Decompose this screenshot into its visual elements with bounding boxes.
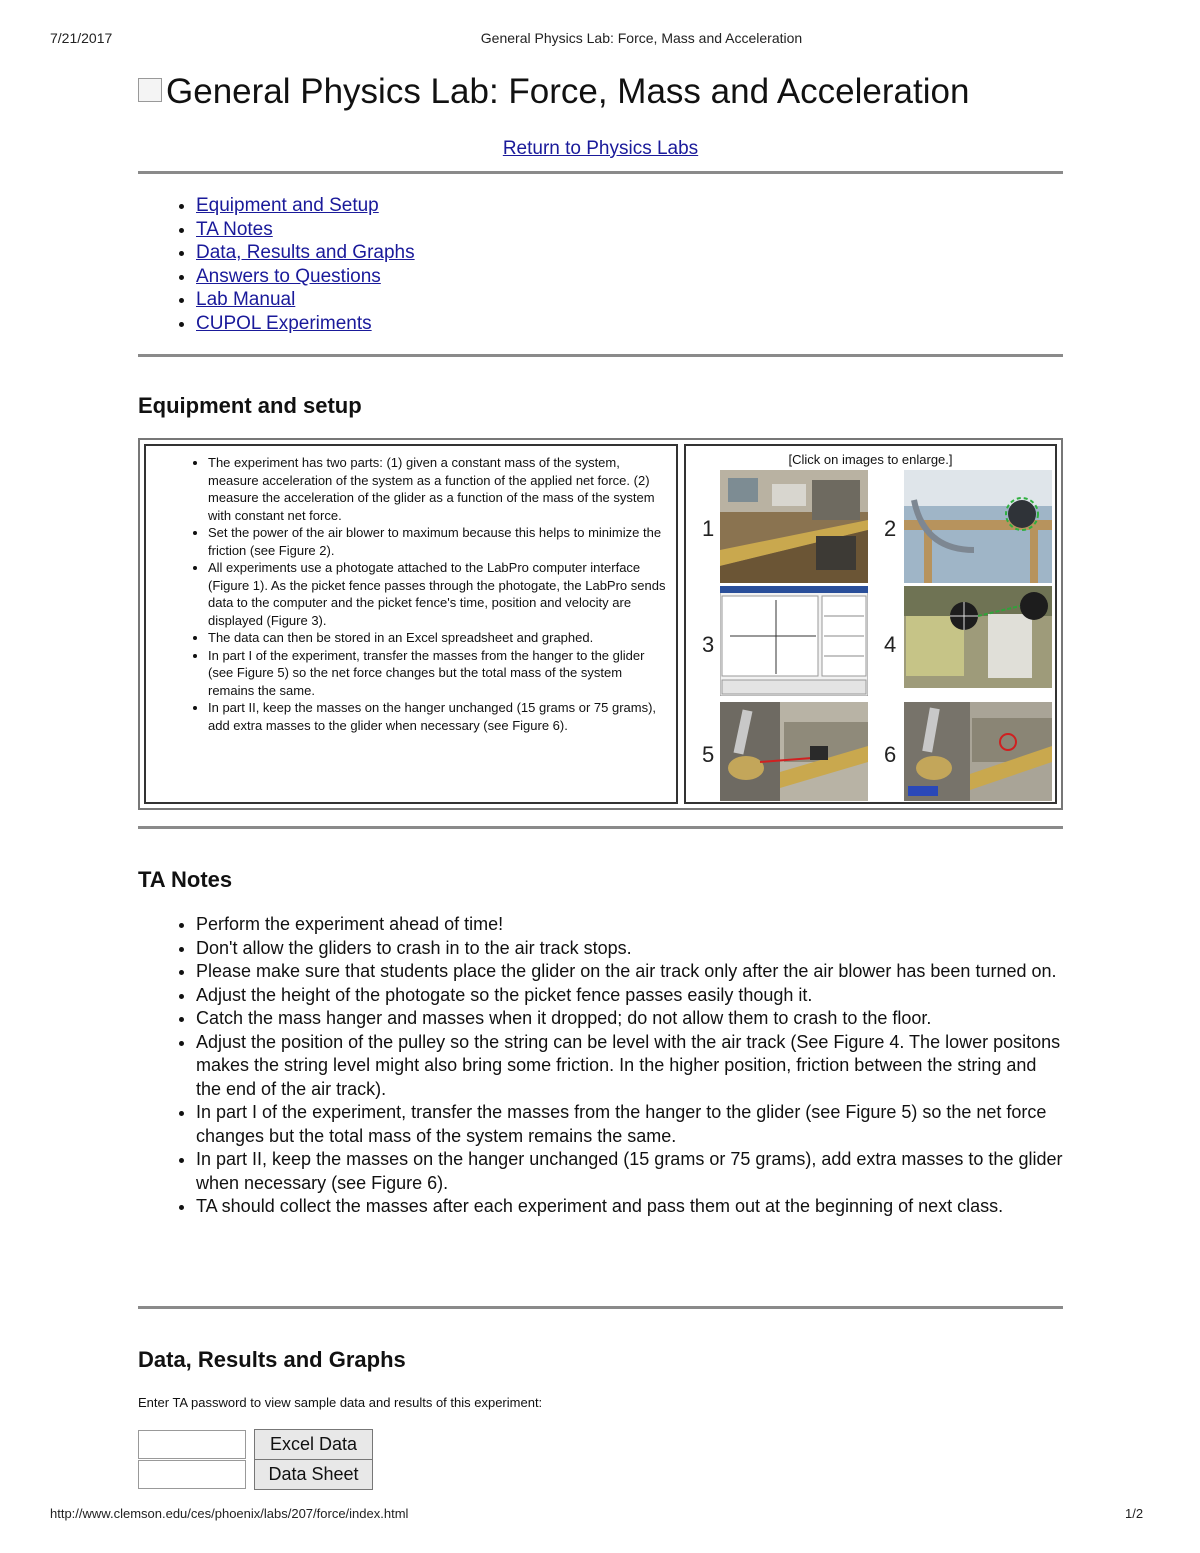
- figure-2-air-blower-photo[interactable]: [904, 470, 1052, 583]
- ta-note-item: • In part I of the experiment, transfer the masses from the hanger to the glider (see Figure 5) so the net force changes but the total mass of the system remains the same.: [196, 1101, 1063, 1148]
- equipment-bullet: • In part II, keep the masses on the hanger unchanged (15 grams or 75 grams), add extra masses to the glider when necessary (see Figure 6).: [208, 699, 670, 734]
- excel-password-input[interactable]: [138, 1430, 246, 1459]
- table-of-contents: [138, 194, 415, 336]
- password-prompt: Enter TA password to view sample data and results of this experiment:: [138, 1395, 543, 1410]
- toc-link-lab-manual[interactable]: Lab Manual: [196, 289, 296, 311]
- toc-link-answers[interactable]: Answers to Questions: [196, 265, 381, 287]
- toc-item: [196, 312, 415, 336]
- ta-notes-list: [138, 913, 1063, 1219]
- ta-note-item: • Perform the experiment ahead of time!: [196, 913, 1063, 937]
- ta-note-item: • Adjust the position of the pulley so the string can be level with the air track (See Figure 4. The lower positons makes the string level might also bring some friction. In the higher position, friction between the string and the end of the air track).: [196, 1031, 1063, 1102]
- equipment-table: [138, 438, 1063, 810]
- print-title: General Physics Lab: Force, Mass and Acceleration: [480, 30, 803, 46]
- toc-item: [196, 288, 415, 312]
- figure-5-hanger-photo[interactable]: [720, 702, 868, 801]
- equipment-bullet: • In part I of the experiment, transfer the masses from the hanger to the glider (see Figure 5) so the net force changes but the total mass of the system remains the same.: [208, 647, 670, 700]
- images-caption: [Click on images to enlarge.]: [788, 452, 953, 467]
- print-date: 7/21/2017: [50, 30, 113, 46]
- figure-number: 5: [702, 742, 715, 767]
- toc-link-ta-notes[interactable]: TA Notes: [196, 218, 273, 240]
- figure-number: 2: [884, 516, 897, 541]
- equipment-bullet: • Set the power of the air blower to maximum because this helps to minimize the friction (see Figure 2).: [208, 524, 670, 559]
- equipment-heading: Equipment and setup: [138, 393, 362, 418]
- figure-number: 1: [702, 516, 715, 541]
- equipment-text-cell: [144, 444, 678, 804]
- ta-note-item: • Please make sure that students place the glider on the air track only after the air blower has been turned on.: [196, 960, 1063, 984]
- ta-note-item: • Don't allow the gliders to crash in to the air track stops.: [196, 937, 1063, 961]
- toc-item: [196, 194, 415, 218]
- data-results-heading: Data, Results and Graphs: [138, 1347, 406, 1372]
- toc-item: [196, 218, 415, 242]
- figure-number: 3: [702, 632, 715, 657]
- toc-link-equipment[interactable]: Equipment and Setup: [196, 195, 379, 216]
- toc-item: [196, 241, 415, 265]
- footer-page-number: 1/2: [1125, 1506, 1144, 1521]
- divider: [138, 826, 1063, 829]
- ta-note-item: • Adjust the height of the photogate so the picket fence passes easily though it.: [196, 984, 1063, 1008]
- divider: [138, 354, 1063, 357]
- datasheet-password-input[interactable]: [138, 1460, 246, 1489]
- figure-number: 4: [884, 632, 897, 657]
- ta-note-item: • TA should collect the masses after each experiment and pass them out at the beginning of next class.: [196, 1195, 1063, 1219]
- equipment-bullet: • The data can then be stored in an Excel spreadsheet and graphed.: [208, 629, 670, 647]
- page-title: General Physics Lab: Force, Mass and Acceleration: [138, 72, 969, 112]
- figure-number: 6: [884, 742, 897, 767]
- equipment-bullet: • All experiments use a photogate attached to the LabPro computer interface (Figure 1). As the picket fence passes through the photogate, the LabPro sends data to the computer and the picket fence's time, position and velocity are displayed (Figure 3).: [208, 559, 670, 629]
- figure-6-glider-mass-photo[interactable]: [904, 702, 1052, 801]
- ta-notes-heading: TA Notes: [138, 867, 233, 892]
- toc-link-cupol[interactable]: CUPOL Experiments: [196, 312, 372, 334]
- broken-image-icon: [138, 78, 162, 102]
- figure-4-pulley-photo[interactable]: [904, 586, 1052, 688]
- toc-item: [196, 265, 415, 289]
- data-sheet-button[interactable]: Data Sheet: [254, 1459, 373, 1490]
- figure-1-lab-photo[interactable]: [720, 470, 868, 583]
- footer-url: http://www.clemson.edu/ces/phoenix/labs/207/force/index.html: [50, 1506, 409, 1521]
- ta-note-item: • Catch the mass hanger and masses when it dropped; do not allow them to crash to the floor.: [196, 1007, 1063, 1031]
- equipment-bullet: • The experiment has two parts: (1) given a constant mass of the system, measure acceleration of the system as a function of the applied net force. (2) measure the acceleration of the glider as a function of the mass of the system with constant net force.: [208, 454, 670, 524]
- return-link[interactable]: Return to Physics Labs: [502, 138, 699, 159]
- ta-note-item: • In part II, keep the masses on the hanger unchanged (15 grams or 75 grams), add extra masses to the glider when necessary (see Figure 6).: [196, 1148, 1063, 1195]
- excel-data-button[interactable]: Excel Data: [254, 1429, 373, 1460]
- figure-3-software-screenshot[interactable]: [720, 586, 868, 696]
- divider: [138, 171, 1063, 174]
- equipment-images-cell: [684, 444, 1057, 804]
- toc-link-data[interactable]: Data, Results and Graphs: [196, 242, 415, 264]
- divider: [138, 1306, 1063, 1309]
